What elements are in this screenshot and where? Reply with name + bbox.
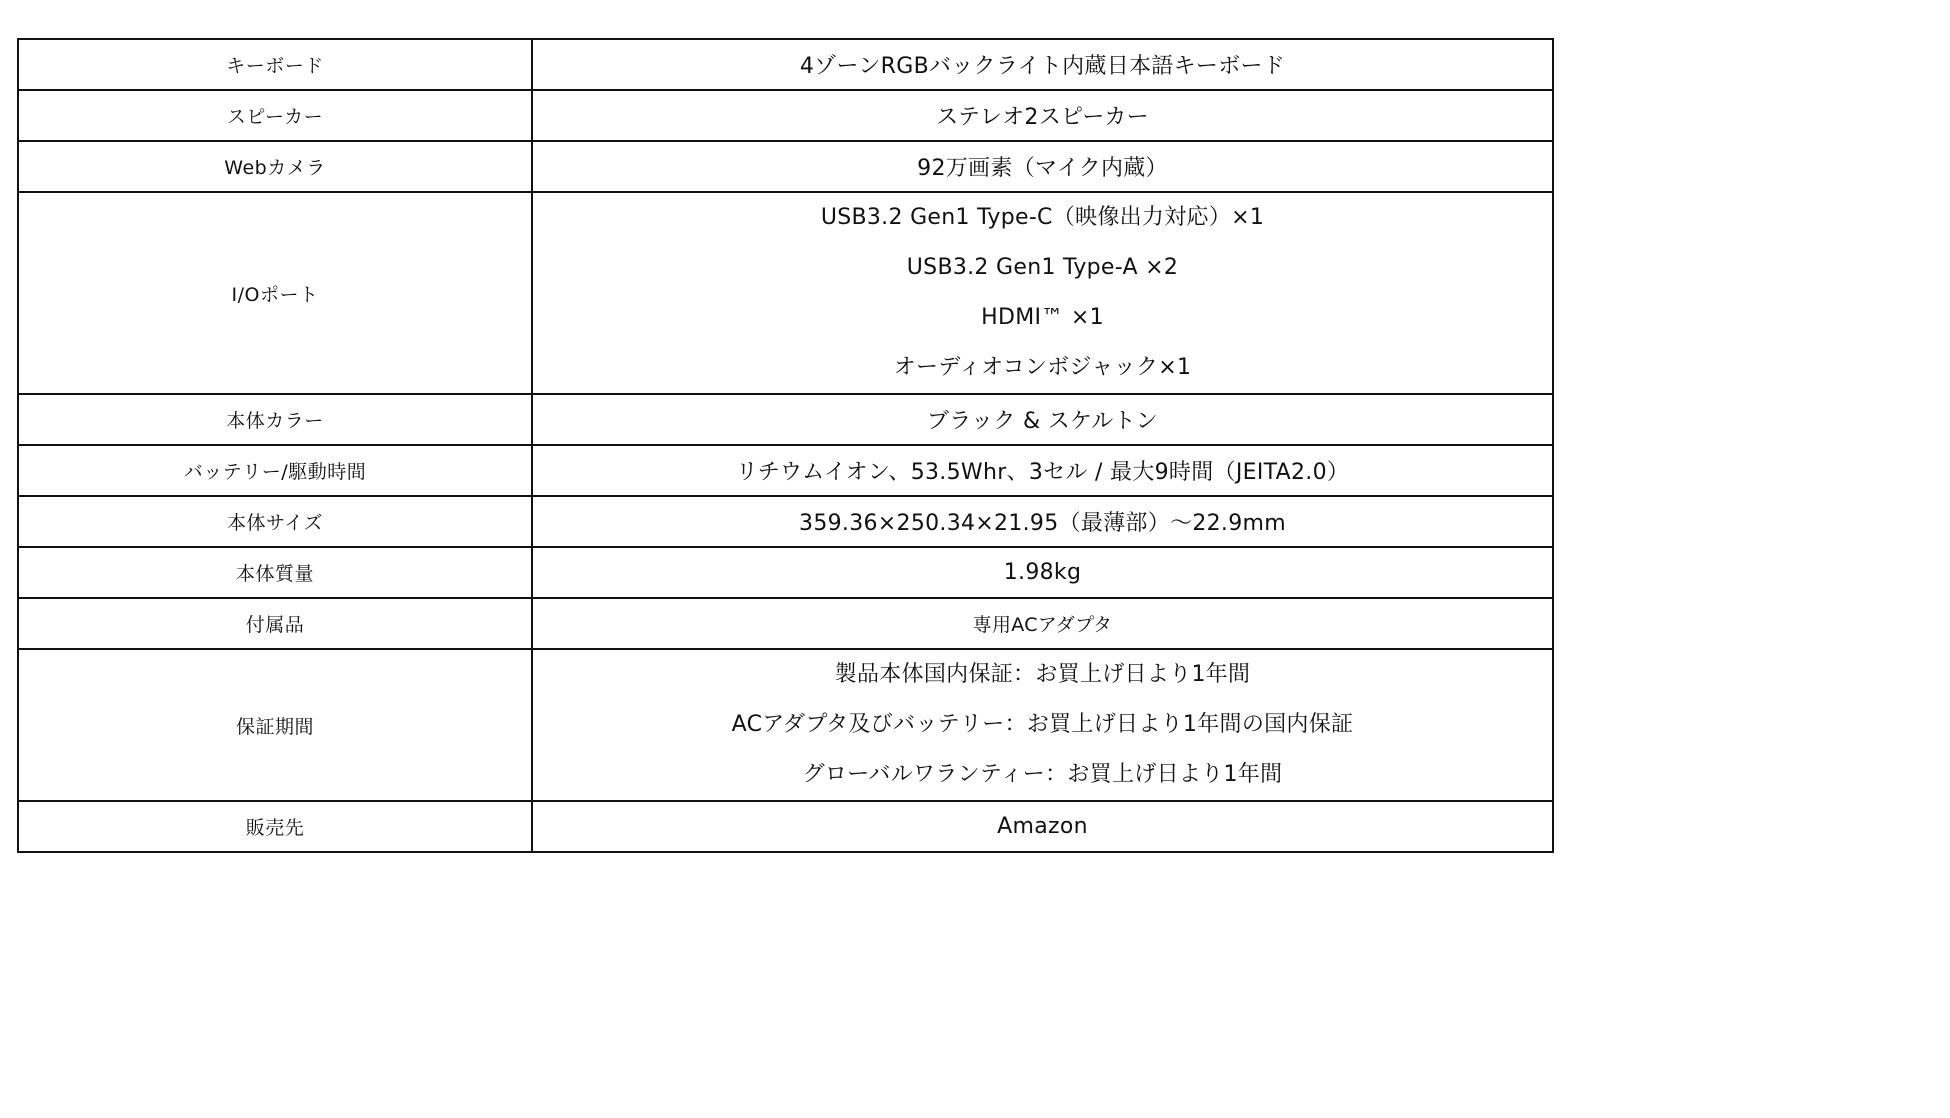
- spec-value-speaker: ステレオ2スピーカー: [532, 90, 1553, 141]
- spec-label-keyboard: キーボード: [18, 39, 532, 90]
- spec-label-webcam: Webカメラ: [18, 141, 532, 192]
- io-port-audio: オーディオコンボジャック×1: [893, 355, 1192, 380]
- spec-value-size: 359.36×250.34×21.95（最薄部）～22.9mm: [532, 496, 1553, 547]
- warranty-global: グローバルワランティー：お買上げ日より1年間: [802, 762, 1283, 787]
- warranty-adapter-battery: ACアダプタ及びバッテリー：お買上げ日より1年間の国内保証: [731, 712, 1354, 737]
- spec-label-io-ports: I/Oポート: [18, 192, 532, 394]
- spec-row-seller: [18, 801, 1553, 852]
- spec-row-keyboard: [18, 39, 1553, 90]
- warranty-domestic: 製品本体国内保証：お買上げ日より1年間: [834, 662, 1251, 687]
- spec-label-battery: バッテリー/駆動時間: [18, 445, 532, 496]
- io-port-hdmi: HDMI™ ×1: [981, 305, 1104, 330]
- spec-row-warranty: [18, 649, 1553, 801]
- spec-label-seller: 販売先: [18, 801, 532, 852]
- spec-row-speaker: [18, 90, 1553, 141]
- spec-row-webcam: [18, 141, 1553, 192]
- spec-label-weight: 本体質量: [18, 547, 532, 598]
- spec-row-color: [18, 394, 1553, 445]
- spec-value-io-ports: [532, 192, 1553, 394]
- spec-label-speaker: スピーカー: [18, 90, 532, 141]
- spec-row-size: [18, 496, 1553, 547]
- spec-value-battery: リチウムイオン、53.5Whr、3セル / 最大9時間（JEITA2.0）: [532, 445, 1553, 496]
- spec-row-weight: [18, 547, 1553, 598]
- spec-value-webcam: 92万画素（マイク内蔵）: [532, 141, 1553, 192]
- spec-label-size: 本体サイズ: [18, 496, 532, 547]
- io-port-usb-a: USB3.2 Gen1 Type-A ×2: [906, 255, 1179, 280]
- io-port-usb-c: USB3.2 Gen1 Type-C（映像出力対応）×1: [820, 205, 1265, 230]
- spec-value-seller: Amazon: [532, 801, 1553, 852]
- spec-value-color: ブラック & スケルトン: [532, 394, 1553, 445]
- spec-row-io-ports: [18, 192, 1553, 394]
- spec-row-accessories: [18, 598, 1553, 649]
- spec-value-warranty: [532, 649, 1553, 801]
- spec-label-warranty: 保証期間: [18, 649, 532, 801]
- spec-value-weight: 1.98kg: [532, 547, 1553, 598]
- spec-row-battery: [18, 445, 1553, 496]
- spec-value-accessories: 専用ACアダプタ: [532, 598, 1553, 649]
- spec-value-keyboard: 4ゾーンRGBバックライト内蔵日本語キーボード: [532, 39, 1553, 90]
- spec-label-color: 本体カラー: [18, 394, 532, 445]
- spec-label-accessories: 付属品: [18, 598, 532, 649]
- spec-table: [17, 38, 1554, 853]
